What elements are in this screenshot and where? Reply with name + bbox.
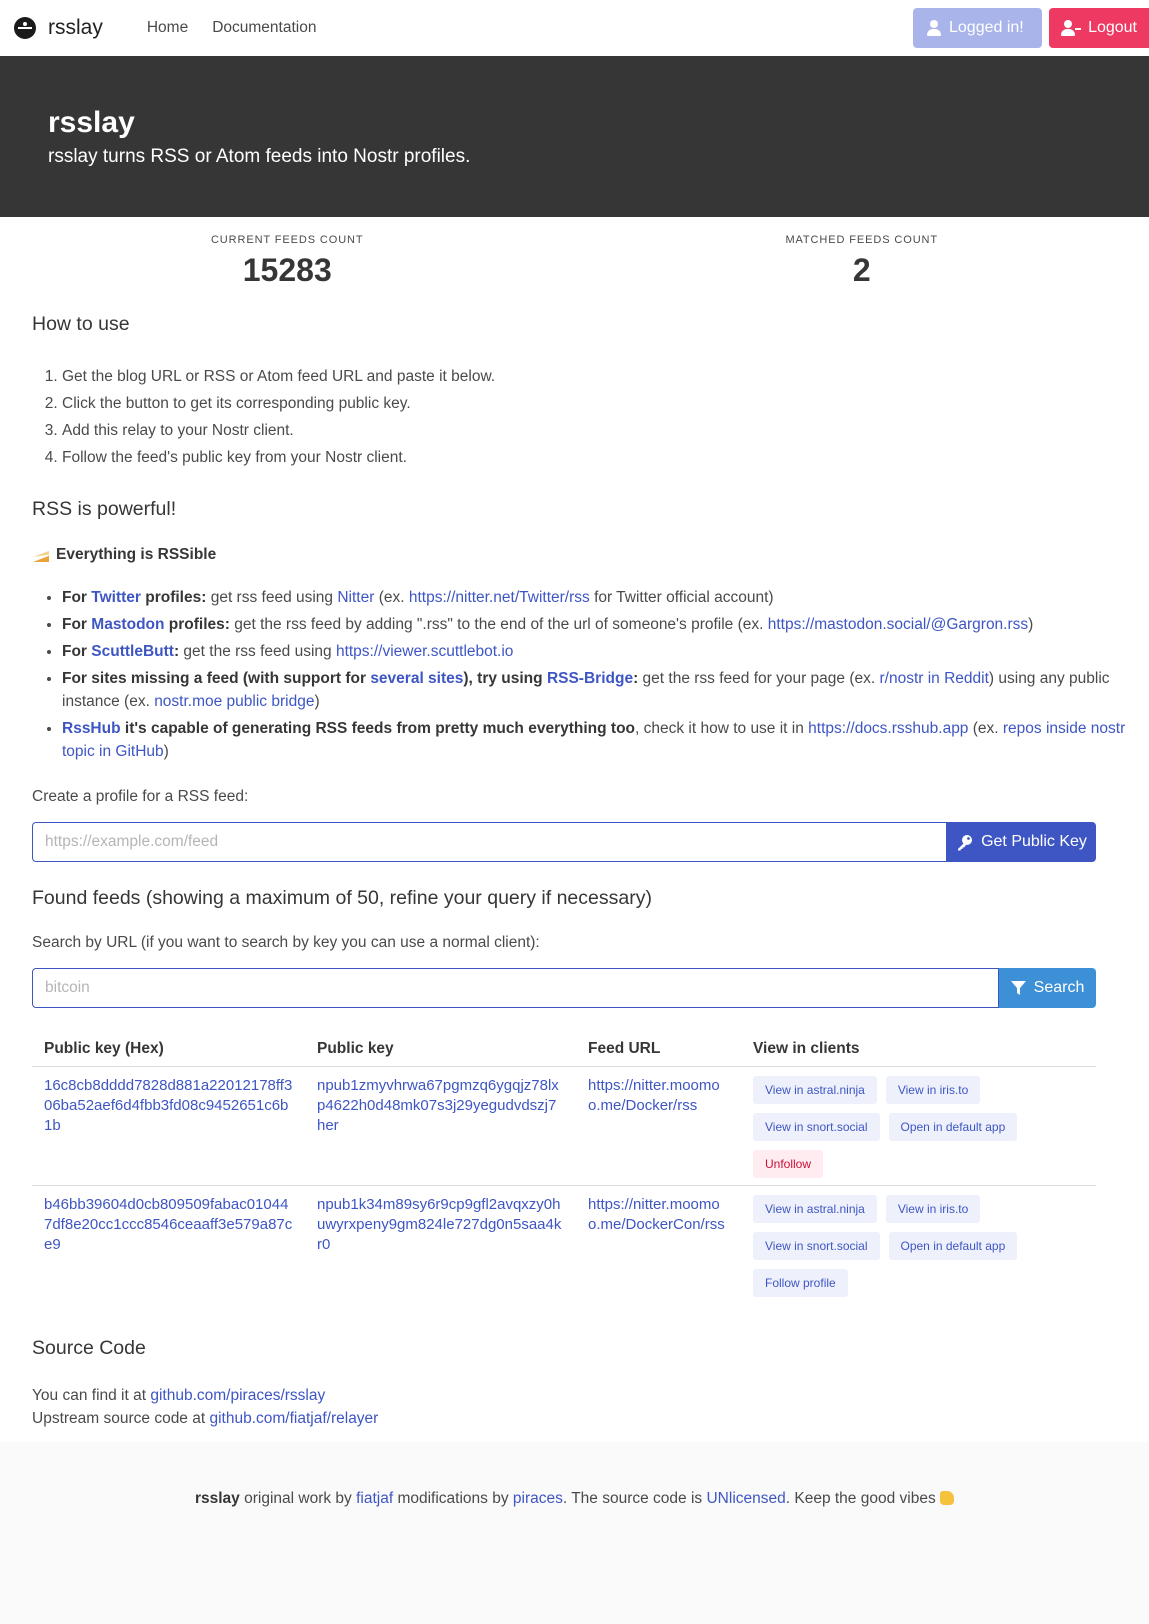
open-default-app-button[interactable]: Open in default app	[889, 1113, 1018, 1141]
table-header-row	[32, 1032, 1096, 1067]
logged-in-label: Logged in!	[949, 19, 1024, 36]
text: :	[633, 670, 639, 687]
client-buttons	[753, 1076, 1084, 1178]
step-item: 1. Get the blog URL or RSS or Atom feed URL and paste it below.	[62, 363, 1134, 390]
source-code-title: Source Code	[32, 1337, 146, 1359]
rss-bridge-link[interactable]: RSS-Bridge	[546, 670, 634, 687]
rsshub-docs-link[interactable]: https://docs.rsshub.app	[808, 720, 969, 737]
npub-key-link[interactable]: npub1k34m89sy6r9cp9gfl2avqxzy0huwyrxpeny9gm824le727dg0n5saa4kr0	[317, 1196, 562, 1253]
mastodon-example-link[interactable]: https://mastodon.social/@Gargron.rss	[767, 616, 1029, 633]
how-to-use-title: How to use	[32, 313, 130, 335]
rss-powerful-title: RSS is powerful!	[32, 498, 177, 520]
user-icon	[927, 20, 941, 36]
public-bridge-link[interactable]: nostr.moe public bridge	[154, 693, 315, 710]
feed-url-link[interactable]: https://nitter.moomoo.me/DockerCon/rss	[588, 1196, 725, 1233]
open-default-app-button[interactable]: Open in default app	[889, 1232, 1018, 1260]
brand-name: rsslay	[48, 16, 103, 39]
text: for Twitter official account)	[589, 589, 774, 606]
hex-key-link[interactable]: b46bb39604d0cb809509fabac010447df8e20cc1ccc8546ceaaff3e579a87ce9	[44, 1196, 293, 1253]
text: For	[62, 589, 92, 606]
get-public-key-label: Get Public Key	[981, 833, 1087, 850]
stat-value: 2	[852, 252, 871, 288]
found-feeds-title: Found feeds (showing a maximum of 50, refine your query if necessary)	[32, 887, 652, 909]
list-item-twitter	[62, 586, 1134, 609]
text: profiles:	[140, 589, 207, 606]
create-profile-label: Create a profile for a RSS feed:	[32, 788, 249, 805]
user-minus-icon	[1061, 20, 1073, 36]
text: Upstream source code at	[32, 1410, 210, 1427]
view-iris-button[interactable]: View in iris.to	[886, 1195, 980, 1223]
nitter-link[interactable]: Nitter	[337, 589, 375, 606]
logged-in-button[interactable]	[913, 8, 1042, 48]
navbar	[0, 0, 1149, 56]
list-item-mastodon	[62, 613, 1134, 636]
text: , check it how to use it in	[635, 720, 809, 737]
table-row	[32, 1067, 1096, 1186]
text: You can find it at	[32, 1387, 151, 1404]
relayer-repo-link[interactable]: github.com/fiatjaf/relayer	[209, 1410, 379, 1427]
fiatjaf-link[interactable]: fiatjaf	[356, 1490, 394, 1507]
view-astral-button[interactable]: View in astral.ninja	[753, 1195, 877, 1223]
footer	[0, 1442, 1149, 1624]
nav-actions	[913, 8, 1149, 48]
stat-value: 15283	[242, 252, 332, 288]
search-by-url-label: Search by URL (if you want to search by key you can use a normal client):	[32, 934, 540, 951]
tagline-text: Everything is RSSible	[56, 546, 217, 563]
text: For	[62, 616, 92, 633]
text: get rss feed using	[206, 589, 338, 606]
view-snort-button[interactable]: View in snort.social	[753, 1232, 880, 1260]
stat-heading: MATCHED FEEDS COUNT	[785, 234, 939, 246]
search-button-label: Search	[1033, 979, 1085, 996]
follow-profile-button[interactable]: Follow profile	[753, 1269, 848, 1297]
brand-logo-icon	[14, 17, 36, 39]
text: )	[1028, 616, 1034, 633]
hero	[0, 56, 1149, 217]
rsshub-link[interactable]: RssHub	[62, 720, 121, 737]
npub-key-link[interactable]: npub1zmyvhrwa67pgmzq6ygqjz78lxp4622h0d48mk07s3j29yegudvdszj7her	[317, 1077, 559, 1134]
text: . The source code is	[562, 1490, 707, 1507]
text: ), try using	[463, 670, 547, 687]
search-button[interactable]	[999, 968, 1096, 1008]
list-item-scuttlebutt	[62, 640, 1134, 663]
source-code-text	[32, 1384, 1134, 1430]
search-input[interactable]	[32, 968, 999, 1008]
twitter-link[interactable]: Twitter	[91, 589, 141, 606]
list-item-rsshub	[62, 717, 1134, 763]
key-icon	[956, 834, 973, 851]
column-header-clients: View in clients	[741, 1032, 1096, 1067]
column-header-npub: Public key	[305, 1032, 576, 1067]
step-item: 2. Click the button to get its corresponding public key.	[62, 390, 1134, 417]
filter-icon	[1011, 981, 1026, 996]
text: profiles:	[164, 616, 230, 633]
rss-sources-list	[62, 586, 1134, 763]
create-profile-form	[32, 822, 1096, 862]
client-buttons	[753, 1195, 1084, 1297]
brand-link[interactable]	[14, 16, 103, 40]
minus-icon	[1075, 28, 1081, 30]
text: . Keep the good vibes	[785, 1490, 941, 1507]
text: For	[62, 643, 92, 660]
text: )	[314, 693, 320, 710]
text: ) using any public instance (ex.	[62, 670, 1110, 710]
list-item-rss-bridge	[62, 667, 1134, 713]
feed-url-input[interactable]	[32, 822, 947, 862]
matched-feeds-stat	[575, 234, 1149, 295]
piraces-link[interactable]: piraces	[512, 1490, 563, 1507]
nitter-example-link[interactable]: https://nitter.net/Twitter/rss	[408, 589, 590, 606]
text: )	[163, 743, 169, 760]
hero-title: rsslay	[48, 106, 135, 139]
mastodon-link[interactable]: Mastodon	[91, 616, 165, 633]
text: original work by	[239, 1490, 357, 1507]
text: get the rss feed using	[179, 643, 336, 660]
scuttlebot-link[interactable]: https://viewer.scuttlebot.io	[335, 643, 514, 660]
text: :	[173, 643, 180, 660]
search-form	[32, 968, 1096, 1008]
view-snort-button[interactable]: View in snort.social	[753, 1113, 880, 1141]
stat-heading: CURRENT FEEDS COUNT	[210, 234, 364, 246]
hero-subtitle: rsslay turns RSS or Atom feeds into Nostr profiles.	[48, 146, 471, 167]
column-header-hex: Public key (Hex)	[32, 1032, 305, 1067]
table-row	[32, 1186, 1096, 1302]
scuttlebutt-link[interactable]: ScuttleButt	[91, 643, 174, 660]
unfollow-button[interactable]: Unfollow	[753, 1150, 823, 1178]
text: modifications by	[393, 1490, 513, 1507]
view-astral-button[interactable]: View in astral.ninja	[753, 1076, 877, 1104]
text: get the rss feed by adding ".rss" to the end of the url of someone's profile (ex.	[229, 616, 768, 633]
nav-documentation-link[interactable]: Documentation	[212, 19, 317, 36]
stats-level	[0, 217, 1149, 295]
column-header-feed-url: Feed URL	[576, 1032, 741, 1067]
text: get the rss feed for your page (ex.	[638, 670, 880, 687]
rsslay-repo-link[interactable]: github.com/piraces/rsslay	[150, 1387, 326, 1404]
text: For sites missing a feed (with support for	[62, 670, 371, 687]
view-iris-button[interactable]: View in iris.to	[886, 1076, 980, 1104]
several-sites-link[interactable]: several sites	[370, 670, 464, 687]
cake-icon	[32, 548, 50, 562]
how-to-use-steps	[62, 363, 1134, 471]
text: it's capable of generating RSS feeds from pretty much everything too	[120, 720, 635, 737]
rssible-tagline	[32, 546, 1134, 564]
license-link[interactable]: UNlicensed	[706, 1490, 786, 1507]
feed-url-link[interactable]: https://nitter.moomoo.me/Docker/rss	[588, 1077, 720, 1114]
reddit-example-link[interactable]: r/nostr in Reddit	[879, 670, 989, 687]
step-item: 3. Add this relay to your Nostr client.	[62, 417, 1134, 444]
footer-text	[0, 1490, 1149, 1508]
nav-home-link[interactable]: Home	[146, 19, 189, 36]
footer-brand: rsslay	[194, 1490, 240, 1507]
feeds-table	[32, 1032, 1096, 1301]
text: (ex.	[968, 720, 1003, 737]
current-feeds-stat	[0, 234, 575, 295]
hex-key-link[interactable]: 16c8cb8dddd7828d881a22012178ff306ba52aef6d4fbb3fd08c9452651c6b1b	[44, 1077, 293, 1134]
github-nostr-example-link[interactable]: repos inside nostr topic in GitHub	[62, 720, 1126, 760]
get-public-key-button[interactable]	[947, 822, 1096, 862]
main-content	[0, 313, 1149, 1430]
step-item: 4. Follow the feed's public key from your Nostr client.	[62, 444, 1134, 471]
thumbs-up-icon	[940, 1491, 954, 1505]
logout-button[interactable]	[1049, 8, 1149, 48]
text: (ex.	[374, 589, 409, 606]
logout-label: Logout	[1088, 19, 1137, 36]
